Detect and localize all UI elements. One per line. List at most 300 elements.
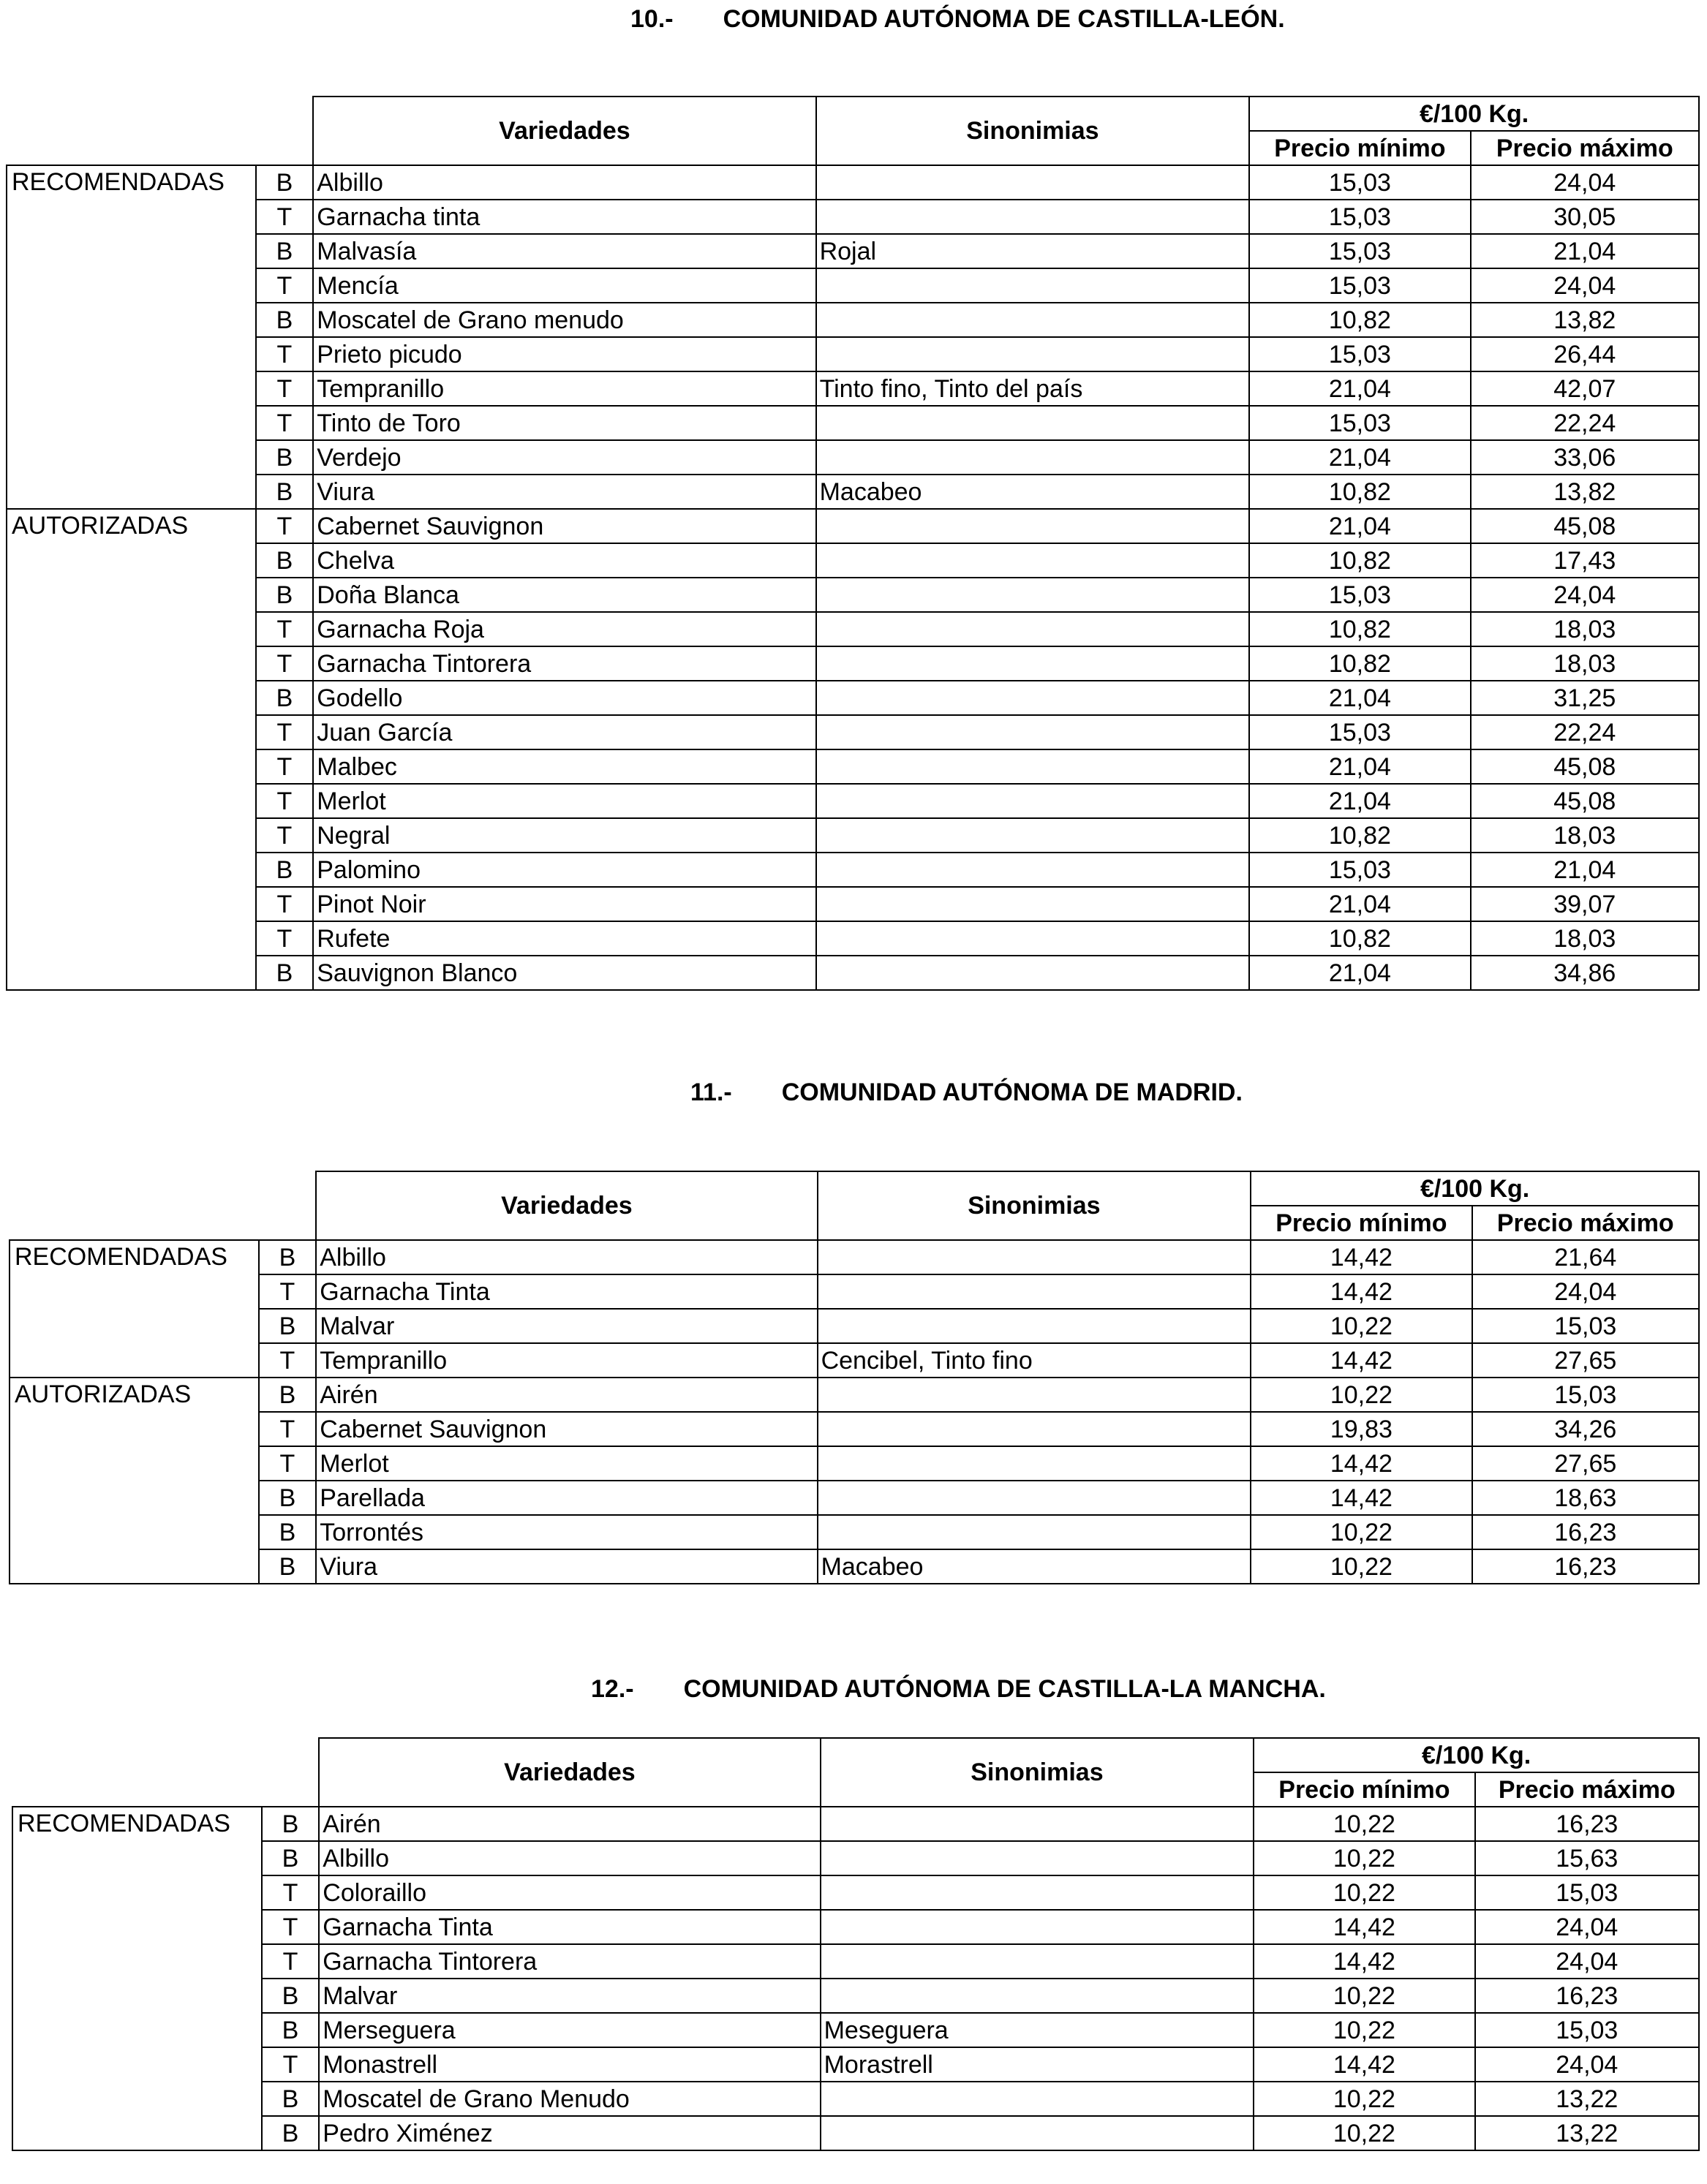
min-price: 10,22	[1254, 2013, 1474, 2047]
synonym	[821, 2082, 1254, 2116]
min-price: 10,82	[1249, 543, 1470, 578]
min-price: 10,82	[1249, 303, 1470, 337]
color-code: B	[256, 165, 314, 200]
header-blank	[12, 1738, 319, 1807]
max-price: 15,03	[1472, 1378, 1699, 1412]
table-row	[7, 268, 1699, 303]
synonym	[816, 681, 1250, 715]
variety-name: Albillo	[319, 1841, 820, 1875]
min-price: 10,22	[1251, 1309, 1472, 1343]
variety-name: Doña Blanca	[313, 578, 815, 612]
synonym	[816, 268, 1250, 303]
color-code: T	[262, 2047, 320, 2082]
variety-name: Cabernet Sauvignon	[316, 1412, 817, 1446]
min-price: 21,04	[1249, 784, 1470, 818]
table-row	[7, 165, 1699, 200]
table-row	[10, 1343, 1699, 1378]
max-price: 13,82	[1471, 475, 1699, 509]
synonym	[818, 1309, 1251, 1343]
variety-name: Malvasía	[313, 234, 815, 268]
synonym	[816, 749, 1250, 784]
table-row	[7, 749, 1699, 784]
color-code: T	[259, 1274, 317, 1309]
category-label: AUTORIZADAS	[10, 1378, 259, 1584]
variety-name: Garnacha Tinta	[319, 1910, 820, 1944]
color-code: T	[256, 818, 314, 853]
synonym	[816, 784, 1250, 818]
color-code: T	[256, 337, 314, 371]
min-price: 10,82	[1249, 475, 1470, 509]
table-row	[7, 818, 1699, 853]
color-code: B	[256, 853, 314, 887]
min-price: 15,03	[1249, 406, 1470, 440]
min-price: 10,82	[1249, 646, 1470, 681]
synonym	[821, 1841, 1254, 1875]
min-price: 21,04	[1249, 509, 1470, 543]
table-row	[7, 853, 1699, 887]
table-row	[7, 612, 1699, 646]
max-price: 24,04	[1475, 1944, 1699, 1979]
variety-name: Airén	[316, 1378, 817, 1412]
section-title	[630, 4, 1285, 34]
max-price: 34,86	[1471, 956, 1699, 990]
min-price: 10,22	[1254, 1807, 1474, 1841]
table-row	[7, 475, 1699, 509]
header-sinonimias: Sinonimias	[816, 97, 1250, 165]
table-row	[7, 646, 1699, 681]
color-code: B	[256, 475, 314, 509]
synonym	[818, 1412, 1251, 1446]
table-row	[7, 887, 1699, 921]
table-row	[7, 440, 1699, 475]
min-price: 10,22	[1254, 1875, 1474, 1910]
color-code: T	[256, 406, 314, 440]
min-price: 10,22	[1251, 1378, 1472, 1412]
min-price: 14,42	[1251, 1446, 1472, 1481]
max-price: 24,04	[1471, 165, 1699, 200]
table-row	[12, 1875, 1699, 1910]
synonym	[821, 1875, 1254, 1910]
min-price: 10,22	[1251, 1549, 1472, 1584]
color-code: T	[256, 784, 314, 818]
min-price: 14,42	[1251, 1240, 1472, 1274]
table-row	[7, 715, 1699, 749]
max-price: 15,63	[1475, 1841, 1699, 1875]
min-price: 10,22	[1254, 2082, 1474, 2116]
max-price: 15,03	[1475, 1875, 1699, 1910]
header-min-price: Precio mínimo	[1251, 1206, 1472, 1240]
max-price: 22,24	[1471, 406, 1699, 440]
color-code: T	[259, 1343, 317, 1378]
table-row	[10, 1481, 1699, 1515]
synonym	[816, 509, 1250, 543]
synonym	[818, 1515, 1251, 1549]
max-price: 15,03	[1472, 1309, 1699, 1343]
variety-name: Viura	[313, 475, 815, 509]
min-price: 10,22	[1254, 1841, 1474, 1875]
synonym	[816, 440, 1250, 475]
min-price: 15,03	[1249, 337, 1470, 371]
table-row	[12, 1910, 1699, 1944]
synonym	[821, 1979, 1254, 2013]
variety-name: Verdejo	[313, 440, 815, 475]
color-code: T	[262, 1875, 320, 1910]
max-price: 30,05	[1471, 200, 1699, 234]
color-code: T	[256, 921, 314, 956]
header-row	[7, 97, 1699, 131]
variety-name: Parellada	[316, 1481, 817, 1515]
color-code: B	[259, 1378, 317, 1412]
color-code: T	[259, 1446, 317, 1481]
max-price: 16,23	[1475, 1979, 1699, 2013]
max-price: 13,22	[1475, 2116, 1699, 2150]
max-price: 27,65	[1472, 1343, 1699, 1378]
synonym: Macabeo	[818, 1549, 1251, 1584]
variety-name: Garnacha Tinta	[316, 1274, 817, 1309]
variety-name: Mencía	[313, 268, 815, 303]
table-row	[10, 1412, 1699, 1446]
synonym	[821, 1807, 1254, 1841]
color-code: B	[262, 2116, 320, 2150]
synonym	[816, 853, 1250, 887]
header-blank	[7, 97, 313, 165]
variety-name: Pinot Noir	[313, 887, 815, 921]
variety-name: Airén	[319, 1807, 820, 1841]
table-row	[7, 234, 1699, 268]
max-price: 13,82	[1471, 303, 1699, 337]
min-price: 21,04	[1249, 681, 1470, 715]
max-price: 15,03	[1475, 2013, 1699, 2047]
color-code: T	[256, 268, 314, 303]
header-variedades: Variedades	[319, 1738, 820, 1807]
min-price: 14,42	[1254, 2047, 1474, 2082]
synonym	[821, 1944, 1254, 1979]
header-max-price: Precio máximo	[1472, 1206, 1699, 1240]
min-price: 14,42	[1254, 1944, 1474, 1979]
max-price: 18,03	[1471, 612, 1699, 646]
min-price: 15,03	[1249, 200, 1470, 234]
min-price: 14,42	[1254, 1910, 1474, 1944]
table-row	[7, 578, 1699, 612]
header-sinonimias: Sinonimias	[818, 1171, 1251, 1240]
synonym: Morastrell	[821, 2047, 1254, 2082]
max-price: 17,43	[1471, 543, 1699, 578]
variety-name: Coloraillo	[319, 1875, 820, 1910]
max-price: 33,06	[1471, 440, 1699, 475]
table-row	[7, 921, 1699, 956]
synonym	[816, 818, 1250, 853]
synonym	[816, 303, 1250, 337]
max-price: 39,07	[1471, 887, 1699, 921]
variety-name: Godello	[313, 681, 815, 715]
max-price: 18,63	[1472, 1481, 1699, 1515]
category-label: RECOMENDADAS	[12, 1807, 262, 2150]
color-code: B	[259, 1309, 317, 1343]
synonym	[818, 1378, 1251, 1412]
table-row	[7, 337, 1699, 371]
color-code: T	[256, 715, 314, 749]
max-price: 24,04	[1475, 1910, 1699, 1944]
price-table	[9, 1171, 1700, 1584]
table-row	[7, 956, 1699, 990]
synonym: Macabeo	[816, 475, 1250, 509]
color-code: T	[256, 200, 314, 234]
max-price: 45,08	[1471, 784, 1699, 818]
color-code: B	[262, 1841, 320, 1875]
header-row	[10, 1171, 1699, 1206]
header-variedades: Variedades	[313, 97, 815, 165]
table-row	[12, 2013, 1699, 2047]
max-price: 16,23	[1472, 1515, 1699, 1549]
max-price: 45,08	[1471, 749, 1699, 784]
header-price-unit: €/100 Kg.	[1254, 1738, 1699, 1772]
section-title	[690, 1078, 1243, 1107]
table-row	[12, 2116, 1699, 2150]
synonym	[816, 543, 1250, 578]
max-price: 42,07	[1471, 371, 1699, 406]
variety-name: Viura	[316, 1549, 817, 1584]
min-price: 10,82	[1249, 612, 1470, 646]
section-number: 10.-	[630, 5, 674, 33]
color-code: B	[256, 234, 314, 268]
color-code: T	[256, 509, 314, 543]
color-code: B	[256, 303, 314, 337]
variety-name: Juan García	[313, 715, 815, 749]
header-max-price: Precio máximo	[1475, 1772, 1699, 1807]
max-price: 21,04	[1471, 234, 1699, 268]
section-number: 12.-	[591, 1675, 634, 1703]
color-code: B	[262, 1979, 320, 2013]
color-code: B	[262, 2082, 320, 2116]
color-code: B	[256, 681, 314, 715]
variety-name: Garnacha Tintorera	[319, 1944, 820, 1979]
variety-name: Albillo	[313, 165, 815, 200]
color-code: B	[259, 1481, 317, 1515]
synonym	[818, 1481, 1251, 1515]
variety-name: Albillo	[316, 1240, 817, 1274]
table-row	[10, 1446, 1699, 1481]
synonym	[816, 200, 1250, 234]
max-price: 45,08	[1471, 509, 1699, 543]
table-row	[12, 2047, 1699, 2082]
table-row	[10, 1515, 1699, 1549]
max-price: 13,22	[1475, 2082, 1699, 2116]
price-table	[12, 1737, 1700, 2151]
header-blank	[10, 1171, 316, 1240]
variety-name: Negral	[313, 818, 815, 853]
variety-name: Pedro Ximénez	[319, 2116, 820, 2150]
max-price: 21,04	[1471, 853, 1699, 887]
section-heading: COMUNIDAD AUTÓNOMA DE CASTILLA-LEÓN.	[723, 5, 1285, 33]
variety-name: Malvar	[319, 1979, 820, 2013]
table-row	[10, 1240, 1699, 1274]
variety-name: Merseguera	[319, 2013, 820, 2047]
table-row	[7, 406, 1699, 440]
color-code: B	[262, 2013, 320, 2047]
min-price: 21,04	[1249, 371, 1470, 406]
synonym	[821, 2116, 1254, 2150]
min-price: 15,03	[1249, 578, 1470, 612]
table-row	[7, 543, 1699, 578]
min-price: 15,03	[1249, 165, 1470, 200]
table-row	[10, 1378, 1699, 1412]
synonym: Meseguera	[821, 2013, 1254, 2047]
color-code: B	[259, 1240, 317, 1274]
variety-name: Moscatel de Grano menudo	[313, 303, 815, 337]
variety-name: Malvar	[316, 1309, 817, 1343]
synonym	[816, 578, 1250, 612]
min-price: 19,83	[1251, 1412, 1472, 1446]
synonym	[816, 337, 1250, 371]
synonym	[816, 921, 1250, 956]
synonym	[821, 1910, 1254, 1944]
min-price: 21,04	[1249, 887, 1470, 921]
variety-name: Cabernet Sauvignon	[313, 509, 815, 543]
min-price: 10,22	[1254, 2116, 1474, 2150]
table-row	[7, 784, 1699, 818]
section-number: 11.-	[690, 1078, 732, 1106]
min-price: 21,04	[1249, 440, 1470, 475]
color-code: T	[256, 749, 314, 784]
variety-name: Tinto de Toro	[313, 406, 815, 440]
max-price: 24,04	[1475, 2047, 1699, 2082]
variety-name: Palomino	[313, 853, 815, 887]
category-label: RECOMENDADAS	[10, 1240, 259, 1378]
header-min-price: Precio mínimo	[1254, 1772, 1474, 1807]
table-row	[12, 1944, 1699, 1979]
variety-name: Prieto picudo	[313, 337, 815, 371]
variety-name: Chelva	[313, 543, 815, 578]
section-heading: COMUNIDAD AUTÓNOMA DE MADRID.	[781, 1078, 1243, 1106]
variety-name: Moscatel de Grano Menudo	[319, 2082, 820, 2116]
max-price: 22,24	[1471, 715, 1699, 749]
synonym: Tinto fino, Tinto del país	[816, 371, 1250, 406]
variety-name: Torrontés	[316, 1515, 817, 1549]
color-code: T	[256, 371, 314, 406]
header-max-price: Precio máximo	[1471, 131, 1699, 165]
max-price: 18,03	[1471, 921, 1699, 956]
color-code: T	[256, 612, 314, 646]
variety-name: Rufete	[313, 921, 815, 956]
variety-name: Malbec	[313, 749, 815, 784]
synonym: Cencibel, Tinto fino	[818, 1343, 1251, 1378]
max-price: 26,44	[1471, 337, 1699, 371]
min-price: 10,82	[1249, 818, 1470, 853]
max-price: 24,04	[1471, 268, 1699, 303]
color-code: B	[259, 1549, 317, 1584]
category-label: RECOMENDADAS	[7, 165, 256, 509]
synonym	[816, 956, 1250, 990]
min-price: 14,42	[1251, 1343, 1472, 1378]
max-price: 18,03	[1471, 646, 1699, 681]
table-row	[12, 1979, 1699, 2013]
max-price: 18,03	[1471, 818, 1699, 853]
min-price: 15,03	[1249, 853, 1470, 887]
table-row	[7, 303, 1699, 337]
table-row	[12, 1841, 1699, 1875]
min-price: 14,42	[1251, 1481, 1472, 1515]
variety-name: Garnacha Roja	[313, 612, 815, 646]
table-row	[10, 1309, 1699, 1343]
color-code: T	[256, 646, 314, 681]
max-price: 27,65	[1472, 1446, 1699, 1481]
variety-name: Merlot	[316, 1446, 817, 1481]
header-row	[12, 1738, 1699, 1772]
synonym	[816, 406, 1250, 440]
table-row	[7, 509, 1699, 543]
synonym: Rojal	[816, 234, 1250, 268]
table-row	[10, 1274, 1699, 1309]
color-code: B	[256, 578, 314, 612]
variety-name: Sauvignon Blanco	[313, 956, 815, 990]
variety-name: Merlot	[313, 784, 815, 818]
price-table	[6, 96, 1700, 991]
table-row	[7, 371, 1699, 406]
min-price: 10,22	[1251, 1515, 1472, 1549]
color-code: T	[262, 1910, 320, 1944]
variety-name: Garnacha Tintorera	[313, 646, 815, 681]
color-code: T	[259, 1412, 317, 1446]
table-row	[7, 681, 1699, 715]
max-price: 34,26	[1472, 1412, 1699, 1446]
color-code: B	[262, 1807, 320, 1841]
max-price: 24,04	[1471, 578, 1699, 612]
color-code: B	[256, 543, 314, 578]
variety-name: Tempranillo	[316, 1343, 817, 1378]
color-code: T	[256, 887, 314, 921]
table-row	[12, 2082, 1699, 2116]
section-heading: COMUNIDAD AUTÓNOMA DE CASTILLA-LA MANCHA.	[683, 1675, 1326, 1703]
variety-name: Tempranillo	[313, 371, 815, 406]
synonym	[816, 165, 1250, 200]
min-price: 15,03	[1249, 268, 1470, 303]
synonym	[816, 646, 1250, 681]
max-price: 24,04	[1472, 1274, 1699, 1309]
min-price: 21,04	[1249, 749, 1470, 784]
color-code: B	[259, 1515, 317, 1549]
synonym	[818, 1240, 1251, 1274]
min-price: 10,82	[1249, 921, 1470, 956]
table-row	[7, 200, 1699, 234]
section-title	[591, 1674, 1326, 1704]
header-min-price: Precio mínimo	[1249, 131, 1470, 165]
min-price: 10,22	[1254, 1979, 1474, 2013]
header-price-unit: €/100 Kg.	[1249, 97, 1699, 131]
synonym	[818, 1274, 1251, 1309]
category-label: AUTORIZADAS	[7, 509, 256, 990]
min-price: 14,42	[1251, 1274, 1472, 1309]
header-sinonimias: Sinonimias	[821, 1738, 1254, 1807]
min-price: 15,03	[1249, 715, 1470, 749]
min-price: 15,03	[1249, 234, 1470, 268]
color-code: T	[262, 1944, 320, 1979]
header-price-unit: €/100 Kg.	[1251, 1171, 1699, 1206]
header-variedades: Variedades	[316, 1171, 817, 1240]
synonym	[818, 1446, 1251, 1481]
synonym	[816, 887, 1250, 921]
max-price: 21,64	[1472, 1240, 1699, 1274]
color-code: B	[256, 956, 314, 990]
variety-name: Monastrell	[319, 2047, 820, 2082]
max-price: 16,23	[1472, 1549, 1699, 1584]
table-row	[10, 1549, 1699, 1584]
max-price: 31,25	[1471, 681, 1699, 715]
variety-name: Garnacha tinta	[313, 200, 815, 234]
color-code: B	[256, 440, 314, 475]
table-row	[12, 1807, 1699, 1841]
max-price: 16,23	[1475, 1807, 1699, 1841]
synonym	[816, 612, 1250, 646]
